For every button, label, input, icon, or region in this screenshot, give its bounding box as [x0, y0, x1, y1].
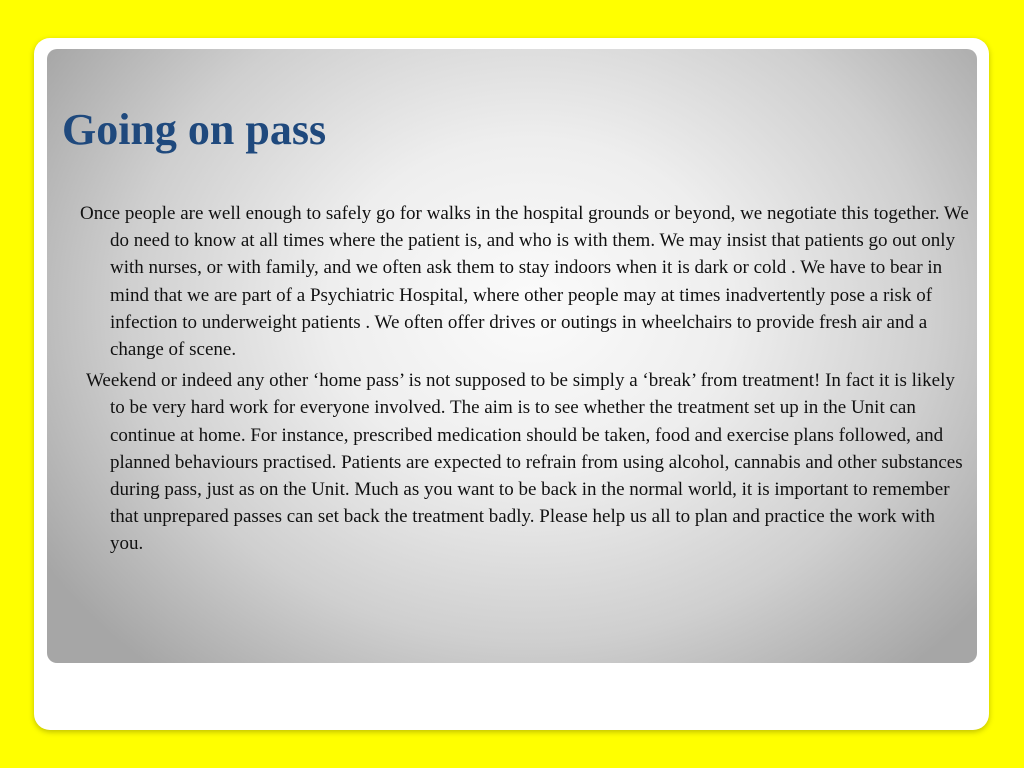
- paragraph-going-out: Once people are well enough to safely go for walks in the hospital grounds or beyond, we negotiate this together. We do need to know at all times where the patient is, and who is with them. We may insist that patients go out only with nurses, or with family, and we often ask them to stay indoors when it is dark or cold . We have to bear in mind that we are part of a Psychiatric Hospital, where other people may at times inadvertently pose a risk of infection to underweight patients . We often offer drives or outings in wheelchairs to provide fresh air and a change of scene.: [80, 203, 969, 361]
- paragraph-home-pass: Weekend or indeed any other ‘home pass’ is not supposed to be simply a ‘break’ from treatment! In fact it is likely to be very hard work for everyone involved. The aim is to see whether the treatment set up in the Unit can continue at home. For instance, prescribed medication should be taken, food and exercise plans followed, and planned behaviours practised. Patients are expected to refrain from using alcohol, cannabis and other substances during pass, just as on the Unit. Much as you want to be back in the normal world, it is important to remember that unprepared passes can set back the treatment badly. Please help us all to plan and practice the work with you.: [86, 370, 963, 555]
- slide-title: Going on pass: [62, 105, 327, 154]
- slide-body: [80, 200, 970, 577]
